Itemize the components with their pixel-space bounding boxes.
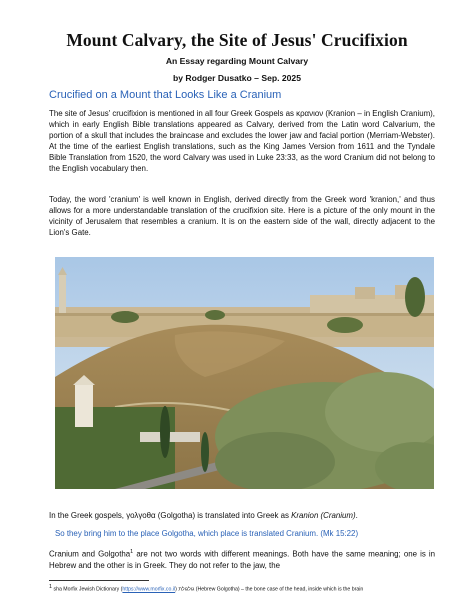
section-heading: Crucified on a Mount that Looks Like a Cranium (49, 89, 282, 101)
footnote-divider (49, 580, 149, 581)
paragraph-2: Today, the word 'cranium' is well known in English, derived directly from the Greek word 'kranion,' and thus allows for a more understandable translation of the crucifixion site. Here is a picture of the only mount in the vicinity of Jerusalem that resembles a cranium. It is on the eastern side of the wall, directly adjacent to the Lion's Gate. (49, 195, 435, 237)
paragraph-3-italic: Kranion (Cranium) (291, 511, 356, 520)
paragraph-3-start: In the Greek gospels, γολγοθα (Golgotha) is translated into Greek as (49, 511, 292, 520)
paragraph-4 (49, 547, 435, 571)
mount-calvary-photo (55, 257, 434, 489)
page-subtitle: An Essay regarding Mount Calvary (165, 56, 309, 66)
paragraph-3-end: . (355, 511, 358, 520)
footnote-link[interactable]: https://www.morfix.co.il (122, 586, 176, 593)
paragraph-4-start: Cranium and Golgotha (49, 549, 131, 559)
footnote-marker[interactable]: 1 (130, 549, 134, 555)
scripture-quote: So they bring him to the place Golgotha, which place is translated Cranium. (Mk 15:22) (55, 529, 359, 538)
author-line: by Rodger Dusatko – Sep. 2025 (173, 73, 301, 83)
footnote-text-start: sha Morfix Jewish Dictionary ( (52, 586, 123, 593)
footnote-text-end: ) גולגולת (Hebrew Golgotha) – the bone case of the head, inside which is the brain (175, 586, 364, 593)
footnote-number: 1 (49, 584, 53, 590)
page-title: Mount Calvary, the Site of Jesus' Crucifixion (66, 30, 408, 50)
footnote (49, 584, 435, 594)
paragraph-3 (49, 511, 449, 522)
paragraph-4-end: are not two words with different meanings. Both have the same meaning; one is in Hebrew and the other is in Greek. They do not refer to the jaw, the (49, 549, 435, 570)
paragraph-1: The site of Jesus' crucifixion is mentioned in all four Greek Gospels as κρανιον (Kranion – in English Cranium), which in early English Bible translations appeared as Calvary, derived from the Latin word Calvarium, the portion of a skull that includes the braincase and excludes the lower jaw and facial portion (Merriam-Webster). At the time of the earliest English translations, such as the King James Version from 1611 and the Tyndale Bible Translation from 1520, the word Calvary was used in Luke 23:33, as the word Cranium did not belong to the English vocabulary then. (49, 109, 435, 173)
